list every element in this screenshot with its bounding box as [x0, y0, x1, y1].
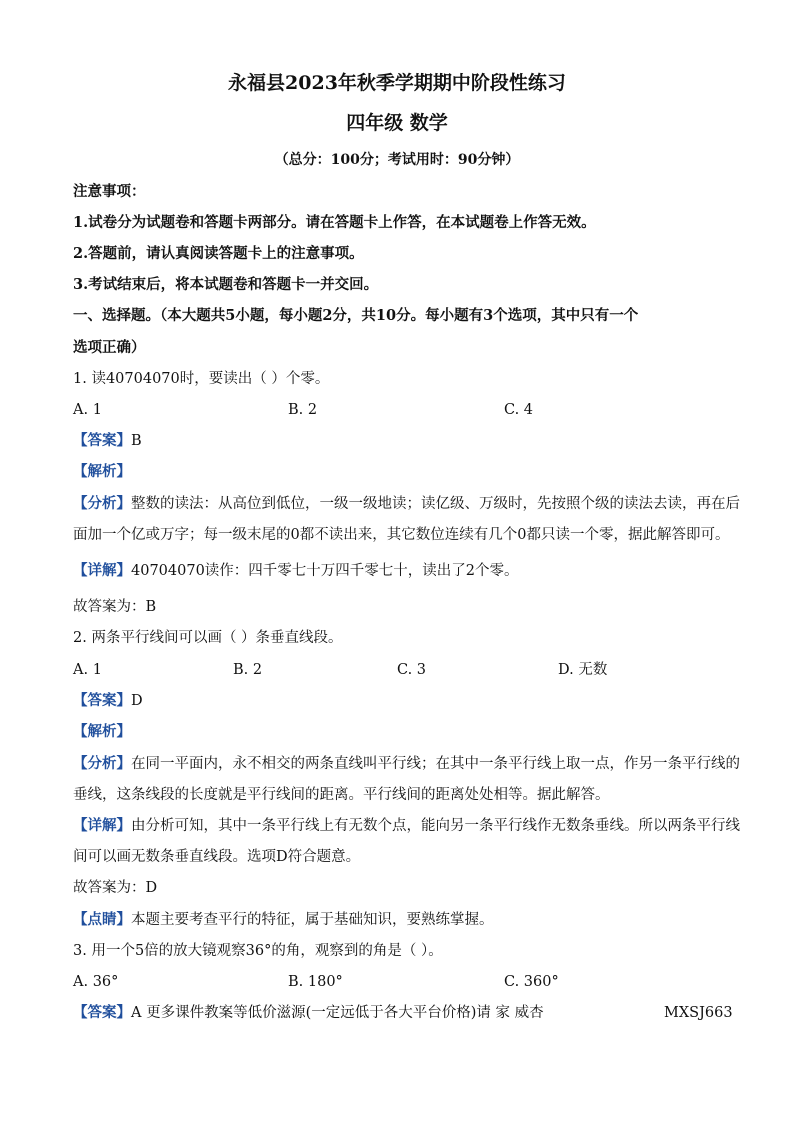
- question-1-conclusion: 故答案为：B: [73, 599, 157, 615]
- fenxi-tag: 【分析】: [73, 755, 131, 772]
- fenxi-text: 在同一平面内，永不相交的两条直线叫平行线；在其中一条平行线上取一点，作另一条平行线的: [131, 756, 740, 772]
- answer-value: D: [131, 693, 143, 709]
- question-2-stem: 2. 两条平行线间可以画（ ）条垂直线段。: [73, 630, 343, 646]
- exam-title: 永福县2023年秋季学期期中阶段性练习: [228, 72, 566, 94]
- question-2-option-b: B. 2: [233, 662, 263, 678]
- question-1-stem: 1. 读40704070时，要读出（ ）个零。: [73, 371, 330, 387]
- notice-heading: 注意事项：: [73, 183, 146, 200]
- question-1-option-a: A. 1: [73, 402, 102, 418]
- fenxi-tag: 【分析】: [73, 495, 131, 512]
- question-2-fenxi-line2: 垂线，这条线段的长度就是平行线间的距离。平行线间的距离处处相等。据此解答。: [73, 787, 610, 803]
- question-2-option-d: D. 无数: [558, 662, 608, 678]
- xiangjie-text: 由分析可知，其中一条平行线上有无数个点，能向另一条平行线作无数条垂线。所以两条平行线: [131, 818, 740, 834]
- question-1-fenxi-line1: [73, 494, 740, 514]
- watermark-code: MXSJ663: [664, 1005, 733, 1021]
- dianjing-tag: 【点睛】: [73, 911, 131, 928]
- answer-tag: 【答案】: [73, 432, 131, 449]
- question-2-conclusion: 故答案为：D: [73, 880, 158, 896]
- section-heading-line2: 选项正确）: [73, 339, 146, 356]
- question-2-option-c: C. 3: [397, 662, 427, 678]
- question-2-xiangjie-line2: 间可以画无数条垂直线段。选项D符合题意。: [73, 849, 361, 865]
- section-heading-line1: 一、选择题。（本大题共5小题，每小题2分，共10分。每小题有3个选项，其中只有一个: [73, 307, 639, 324]
- question-2-answer: [73, 691, 143, 711]
- score-info: （总分：100分；考试用时：90分钟）: [274, 152, 520, 168]
- notice-item-2: 2.答题前，请认真阅读答题卡上的注意事项。: [73, 245, 364, 262]
- question-2-dianjing: [73, 910, 494, 930]
- answer-value: B: [131, 433, 142, 449]
- question-3-stem: 3. 用一个5倍的放大镜观察36°的角，观察到的角是（ ）。: [73, 943, 443, 959]
- question-1-option-b: B. 2: [288, 402, 318, 418]
- question-1-analysis-tag: 【解析】: [73, 463, 131, 480]
- dianjing-text: 本题主要考查平行的特征，属于基础知识，要熟练掌握。: [131, 912, 494, 928]
- question-3-answer: [73, 1003, 544, 1023]
- answer-tag: 【答案】: [73, 692, 131, 709]
- answer-tag: 【答案】: [73, 1004, 131, 1021]
- question-1-fenxi-line2: 面加一个亿或万字；每一级末尾的0都不读出来，其它数位连续有几个0都只读一个零，据此解答即可。: [73, 527, 730, 543]
- question-3-option-b: B. 180°: [288, 974, 343, 990]
- xiangjie-text: 40704070读作：四千零七十万四千零七十，读出了2个零。: [131, 563, 519, 579]
- xiangjie-tag: 【详解】: [73, 817, 131, 834]
- question-1-xiangjie: [73, 561, 519, 581]
- question-2-analysis-tag: 【解析】: [73, 723, 131, 740]
- notice-item-1: 1.试卷分为试题卷和答题卡两部分。请在答题卡上作答，在本试题卷上作答无效。: [73, 214, 596, 231]
- question-3-option-a: A. 36°: [73, 974, 119, 990]
- question-2-option-a: A. 1: [73, 662, 102, 678]
- question-2-fenxi-line1: [73, 754, 740, 774]
- fenxi-text: 整数的读法：从高位到低位，一级一级地读；读亿级、万级时，先按照个级的读法去读，再在后: [131, 496, 740, 512]
- answer-text: A 更多课件教案等低价滋源(一定远低于各大平台价格)请 家 威杏: [131, 1005, 544, 1021]
- question-1-answer: [73, 431, 142, 451]
- exam-subtitle: 四年级 数学: [346, 112, 448, 134]
- xiangjie-tag: 【详解】: [73, 562, 131, 579]
- notice-item-3: 3.考试结束后，将本试题卷和答题卡一并交回。: [73, 276, 379, 293]
- question-3-option-c: C. 360°: [504, 974, 559, 990]
- question-2-xiangjie-line1: [73, 816, 740, 836]
- question-1-option-c: C. 4: [504, 402, 534, 418]
